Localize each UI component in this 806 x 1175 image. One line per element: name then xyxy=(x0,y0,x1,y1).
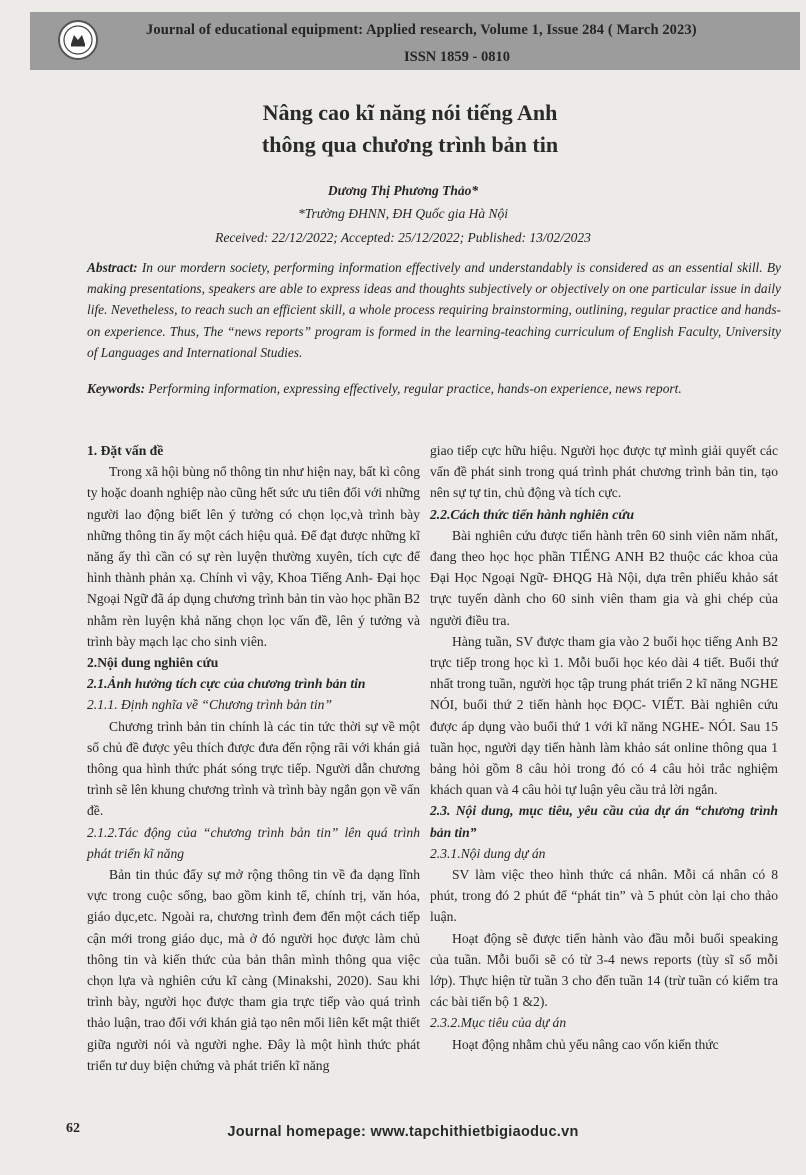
author: Dương Thị Phương Thảo* xyxy=(327,183,479,198)
abstract-label: Abstract: xyxy=(87,260,138,275)
right-col-heading: 2.3.2.Mục tiêu của dự án xyxy=(430,1015,567,1031)
right-col-paragraph: Hàng tuần, SV được tham gia vào 2 buổi học tiếng Anh B2 trực tiếp trong học kì 1. Mỗi buổi học kéo dài 4 tiết. Buổi thứ nhất trong tuần, người học tập trung phát triển 2 kĩ năng NGHE NÓI, buổi thứ 2 tiến hành học ĐỌC- VIẾT. Bài nghiên cứu được áp dụng vào buổi thứ 1 với kĩ năng NGHE- NÓI. Sau 15 tuần học, người dạy tiến hành làm khảo sát online thông qua 1 bảng hỏi gồm 8 câu hỏi trong đó có 4 câu hỏi trắc nghiệm khách quan và 4 câu hỏi tự luận yêu cầu trả lời ngắn. xyxy=(430,633,778,798)
right-col-paragraph: giao tiếp cực hữu hiệu. Người học được tự mình giải quyết các vấn đề phát sinh trong quá trình phát chương trình bản tin, tạo nên sự tự tin, chủ động và tích cực. xyxy=(430,443,778,501)
article-title-line-2: thông qua chương trình bản tin xyxy=(261,132,559,157)
publication-dates: Received: 22/12/2022; Accepted: 25/12/2022; Published: 13/02/2023 xyxy=(215,230,591,245)
left-col-heading: 2.1.2.Tác động của “chương trình bản tin” lên quá trình phát triển kĩ năng xyxy=(87,824,420,861)
journal-logo xyxy=(58,20,98,60)
right-col-heading: 2.3.1.Nội dung dự án xyxy=(430,845,546,861)
right-col-heading: 2.2.Cách thức tiến hành nghiên cứu xyxy=(430,506,635,522)
page-number: 62 xyxy=(66,1121,80,1136)
right-col-heading: 2.3. Nội dung, mục tiêu, yêu cầu của dự án “chương trình bản tin” xyxy=(430,803,778,840)
right-col-paragraph: Bài nghiên cứu được tiến hành trên 60 sinh viên năm nhất, đang theo học học phần TIẾNG ANH B2 thuộc các khoa của Đại Học Ngoại Ngữ- ĐHQG Hà Nội, dựa trên phiếu khảo sát trực tuyến dành cho 60 sinh viên tham gia và ghi chép của người điều tra. xyxy=(430,527,778,628)
journal-citation: Journal of educational equipment: Applied research, Volume 1, Issue 284 ( March 2023) xyxy=(146,22,697,38)
keywords xyxy=(87,378,781,399)
left-col-paragraph: Bản tin thúc đẩy sự mở rộng thông tin về đa dạng lĩnh vực trong cuộc sống, bao gồm kinh tế, chính trị, văn hóa, giáo dục,etc. Ngoài ra, chương trình đem đến một cách tiếp cận mới trong giáo dục, mà ở đó người học được làm chủ thông tin và kiến thức của bản thân mình thông qua việc chọn lựa và nghiên cứu kĩ càng (Minakshi, 2020). Sau khi trình bày, người học được tham gia trực tiếp vào quá trình thảo luận, trao đổi với khán giả tạo nên mối liên kết mật thiết giữa người nói và người nghe. Đây là một hình thức phát triển tư duy biện chứng và phát triển kĩ năng xyxy=(87,867,420,1073)
abstract xyxy=(87,257,781,363)
right-col-paragraph: Hoạt động sẽ được tiến hành vào đầu mỗi buổi speaking của tuần. Mỗi buổi sẽ có từ 3-4 news reports (tùy sĩ số mỗi lớp). Thực hiện từ tuần 3 cho đến tuần 14 (trừ tuần có kiểm tra các bài tiến bộ 1 &2). xyxy=(430,930,778,1010)
right-col-paragraph: SV làm việc theo hình thức cá nhân. Mỗi cá nhân có 8 phút, trong đó 2 phút để “phát tin” và 5 phút còn lại cho thảo luận. xyxy=(430,867,778,925)
left-col-paragraph: Trong xã hội bùng nổ thông tin như hiện nay, bất kì công ty hoặc doanh nghiệp nào cũng hết sức ưu tiên đối với những người lao động biết lên ý tưởng có chọn lọc,và trình bày những thông tin ấy một cách hiệu quả. Để đạt được những kĩ năng ấy thì cần có sự rèn luyện thường xuyên, tích cực để hình thành phản xạ. Chính vì vậy, Khoa Tiếng Anh- Đại học Ngoại Ngữ đã áp dụng chương trình bản tin vào học phần B2 nhằm rèn luyện khả năng chọn lọc vấn đề, lên ý tưởng và trình bày mạch lạc cho sinh viên. xyxy=(87,464,421,649)
keywords-label: Keywords: xyxy=(87,381,146,396)
left-col-heading: 2.1.1. Định nghĩa về “Chương trình bản tin” xyxy=(87,697,333,713)
right-column xyxy=(430,440,778,1055)
affiliation: *Trường ĐHNN, ĐH Quốc gia Hà Nội xyxy=(298,206,508,221)
article-title-line-1: Nâng cao kĩ năng nói tiếng Anh xyxy=(262,100,558,125)
issn: ISSN 1859 - 0810 xyxy=(404,49,510,65)
right-col-paragraph: Hoạt động nhằm chủ yếu nâng cao vốn kiến thức xyxy=(452,1036,719,1052)
journal-homepage: Journal homepage: www.tapchithietbigiaoduc.vn xyxy=(227,1124,579,1140)
left-col-heading: 2.Nội dung nghiên cứu xyxy=(87,655,219,671)
abstract-text: In our mordern society, performing information effectively and understandably is considered as an essential skill. By making presentations, speakers are able to express ideas and thoughts subjectively or objectively on one particular issue in daily life. Nevetheless, to reach such an efficient skill, a whole process requiring brainstorming, outlining, regular practice and hands-on experience. Thus, The “news reports” program is formed in the learning-teaching curriculum of English Faculty, University of Languages and International Studies. xyxy=(87,260,781,360)
left-column xyxy=(87,440,420,1076)
left-col-heading: 2.1.Ảnh hưởng tích cực của chương trình bản tin xyxy=(87,676,366,692)
left-col-paragraph: Chương trình bản tin chính là các tin tức thời sự về một số chủ đề được yêu thích được đưa đến rộng rãi với khán giả thông qua hình thức phát sóng trực tiếp. Người dẫn chương trình sẽ lên khung chương trình và trình bày ngắn gọn về vấn đề. xyxy=(87,718,420,819)
keywords-text: Performing information, expressing effectively, regular practice, hands-on experience, news report. xyxy=(148,381,682,396)
left-col-heading: 1. Đặt vấn đề xyxy=(87,443,164,458)
